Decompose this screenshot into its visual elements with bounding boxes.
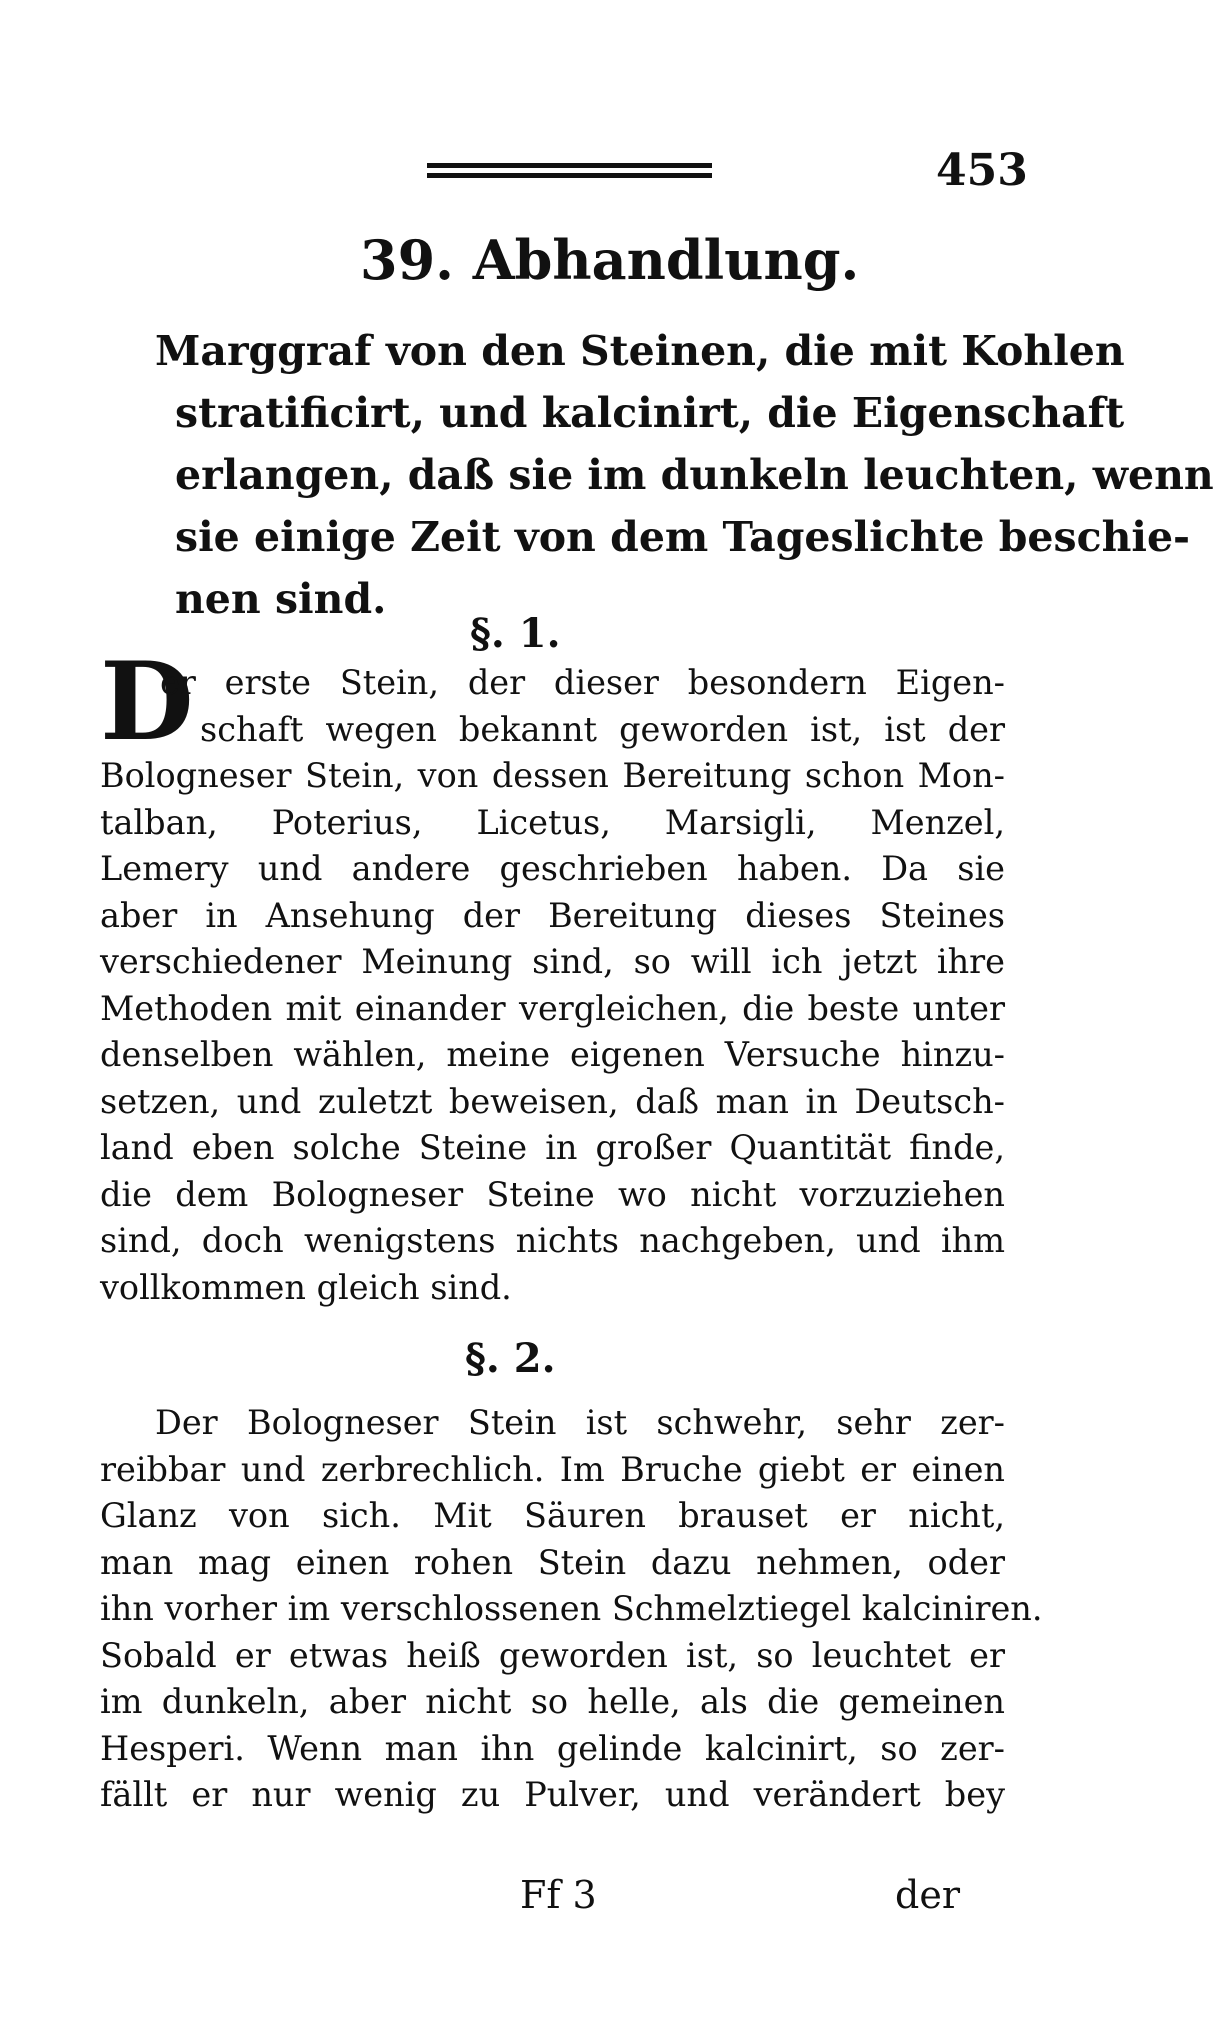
subtitle-line: erlangen, daß sie im dunkeln leuchten, wenn bbox=[175, 451, 1214, 499]
text-line: ihn vorher im verschlossenen Schmelztiegel kalciniren. bbox=[100, 1589, 1043, 1628]
text-line: Bologneser Stein, von dessen Bereitung schon Mon- bbox=[100, 756, 1005, 795]
text-line: man mag einen rohen Stein dazu nehmen, oder bbox=[100, 1542, 1005, 1582]
section-heading: §. 1. bbox=[470, 610, 561, 657]
section-heading: §. 2. bbox=[465, 1335, 556, 1382]
text-line: er erste Stein, der dieser besondern Eigen- bbox=[160, 663, 1005, 702]
text-line: Hesperi. Wenn man ihn gelinde kalcinirt, so zer- bbox=[100, 1728, 1005, 1768]
subtitle-line: Marggraf von den Steinen, die mit Kohlen bbox=[155, 327, 1125, 375]
subtitle-line: sie einige Zeit von dem Tageslichte beschie- bbox=[175, 513, 1191, 561]
section-1-paragraph bbox=[100, 660, 1005, 1311]
text-line: talban, Poterius, Licetus, Marsigli, Menzel, bbox=[100, 802, 1005, 842]
catchword: der bbox=[895, 1873, 960, 1917]
page-number: 453 bbox=[936, 145, 1028, 196]
chapter-title: 39. Abhandlung. bbox=[360, 228, 860, 292]
text-line: Lemery und andere geschrieben haben. Da sie bbox=[100, 849, 1005, 888]
text-line: verschiedener Meinung sind, so will ich jetzt ihre bbox=[100, 942, 1005, 981]
text-line: die dem Bologneser Steine wo nicht vorzuziehen bbox=[100, 1174, 1005, 1214]
text-line: fällt er nur wenig zu Pulver, und verändert bey bbox=[100, 1775, 1005, 1814]
text-line: reibbar und zerbrechlich. Im Bruche giebt er einen bbox=[100, 1449, 1005, 1489]
text-line: denselben wählen, meine eigenen Versuche hinzu- bbox=[100, 1035, 1005, 1074]
subtitle-line: stratificirt, und kalcinirt, die Eigenschaft bbox=[175, 389, 1125, 437]
text-line: im dunkeln, aber nicht so helle, als die gemeinen bbox=[100, 1682, 1005, 1721]
drop-cap: D bbox=[100, 639, 194, 765]
header-rule bbox=[427, 163, 712, 183]
text-line: sind, doch wenigstens nichts nachgeben, und ihm bbox=[100, 1221, 1005, 1260]
chapter-subtitle bbox=[155, 320, 1214, 630]
section-2-paragraph bbox=[100, 1400, 1043, 1819]
text-line: vollkommen gleich sind. bbox=[100, 1267, 512, 1307]
text-line: setzen, und zuletzt beweisen, daß man in Deutsch- bbox=[100, 1081, 1005, 1121]
text-line: aber in Ansehung der Bereitung dieses Steines bbox=[100, 895, 1005, 935]
text-line: schaft wegen bekannt geworden ist, ist der bbox=[200, 709, 1005, 749]
text-line: Glanz von sich. Mit Säuren brauset er nicht, bbox=[100, 1496, 1005, 1535]
signature-mark: Ff 3 bbox=[520, 1873, 597, 1917]
text-line: land eben solche Steine in großer Quantität finde, bbox=[100, 1128, 1005, 1167]
subtitle-line: nen sind. bbox=[175, 575, 387, 623]
text-line: Sobald er etwas heiß geworden ist, so leuchtet er bbox=[100, 1635, 1005, 1675]
text-line: Der Bologneser Stein ist schwehr, sehr zer- bbox=[155, 1403, 1005, 1442]
text-line: Methoden mit einander vergleichen, die beste unter bbox=[100, 988, 1005, 1028]
